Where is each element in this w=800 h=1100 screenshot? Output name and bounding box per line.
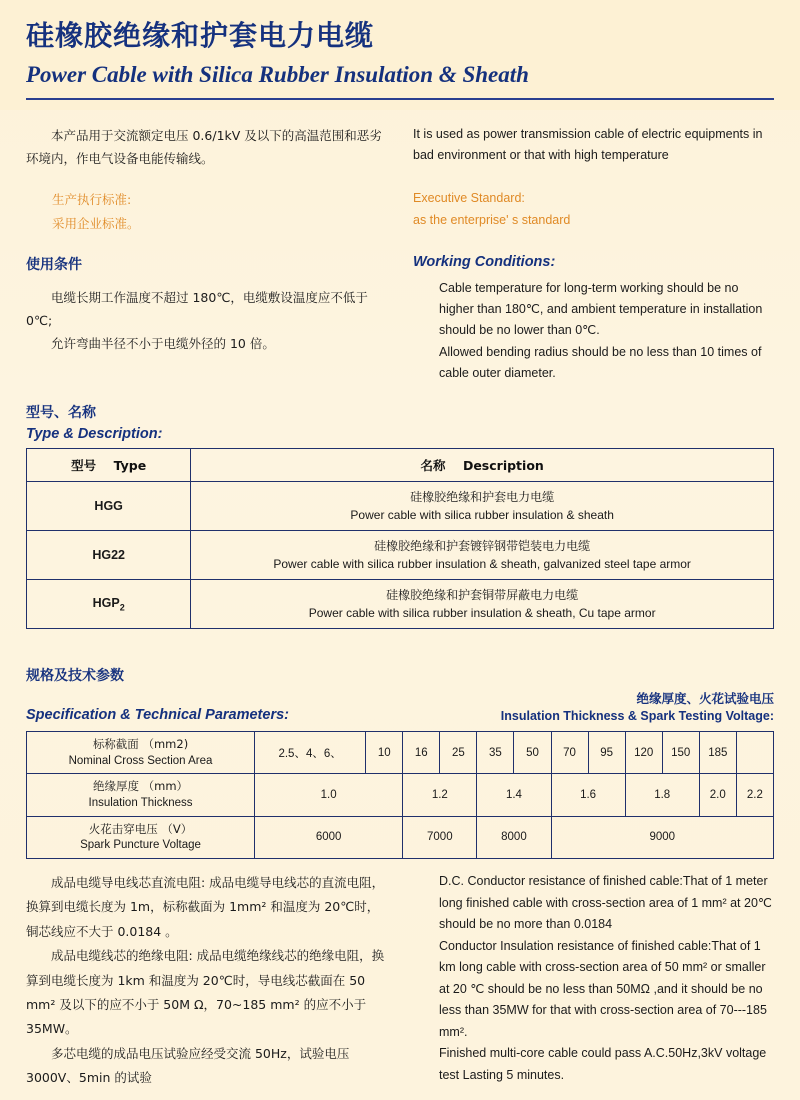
working-title-cn: 使用条件 — [26, 256, 82, 273]
spec-cell: 1.6 — [551, 774, 625, 816]
intro-text-en: It is used as power transmission cable of electric equipments in bad environment or that with high temperature — [413, 127, 763, 163]
spec-cell: 16 — [403, 732, 440, 774]
spec-row-label — [27, 732, 255, 774]
notes-col-cn — [26, 871, 387, 1090]
type-cell — [27, 482, 191, 531]
note-cn: 成品电缆线芯的绝缘电阻: 成品电缆绝缘线芯的绝缘电阻，换算到电缆长度为 1km 和温度为 20℃时，导电线芯截面在 50 mm² 及以下的应不小于 50M Ω，70~185 mm² 的应不小于 35MW。 — [26, 948, 385, 1037]
type-column-header-cn: 型号 — [71, 458, 97, 473]
spec-subtitle-cn: 绝缘厚度、火花试验电压 — [636, 691, 774, 706]
spec-cell: 9000 — [551, 816, 774, 858]
spec-row-label-en: Insulation Thickness — [88, 797, 193, 810]
spec-title-row — [26, 689, 774, 723]
spec-row-label — [27, 816, 255, 858]
table-row — [27, 482, 774, 531]
spec-table — [26, 731, 774, 859]
desc-cn: 硅橡胶绝缘和护套电力电缆 — [410, 490, 555, 504]
intro-col-cn — [26, 124, 387, 170]
type-title-cn: 型号、名称 — [26, 405, 96, 421]
spec-cell: 1.8 — [625, 774, 699, 816]
intro-text-cn: 本产品用于交流额定电压 0.6/1kV 及以下的高温范围和恶劣环境内，作电气设备电能传输线。 — [26, 128, 382, 167]
standard-col-cn — [26, 188, 387, 236]
note-cn: 多芯电缆的成品电压试验应经受交流 50Hz，试验电压 3000V、5min 的试验 — [26, 1045, 350, 1086]
working-title-en: Working Conditions: — [413, 253, 556, 270]
spec-cell: 50 — [514, 732, 551, 774]
desc-cell — [191, 482, 774, 531]
spec-cell: 1.2 — [403, 774, 477, 816]
spec-table-row — [27, 732, 774, 774]
spec-subtitle — [501, 689, 774, 723]
spec-cell: 25 — [440, 732, 477, 774]
type-value: HG22 — [92, 548, 125, 562]
type-cell — [27, 580, 191, 629]
type-cell — [27, 531, 191, 580]
spec-cell: 10 — [366, 732, 403, 774]
desc-column-header — [191, 449, 774, 482]
intro-section — [26, 124, 774, 170]
working-text-cn-1: 电缆长期工作温度不超过 180℃，电缆敷设温度应不低于 0℃; — [26, 289, 368, 328]
spec-cell: 2.0 — [699, 774, 736, 816]
desc-cn: 硅橡胶绝缘和护套镀锌钢带铠装电力电缆 — [374, 539, 591, 553]
spec-cell: 150 — [662, 732, 699, 774]
desc-cell — [191, 580, 774, 629]
desc-en: Power cable with silica rubber insulation & sheath — [350, 508, 614, 522]
working-col-en — [413, 254, 774, 384]
type-title-en: Type & Description: — [26, 426, 163, 442]
spec-cell: 95 — [588, 732, 625, 774]
note-en: Finished multi-core cable could pass A.C.50Hz,3kV voltage test Lasting 5 minutes. — [439, 1046, 767, 1082]
spec-row-label — [27, 774, 255, 816]
spec-cell: 1.4 — [477, 774, 551, 816]
table-row — [27, 531, 774, 580]
spec-row-label-cn: 火花击穿电压 （V） — [88, 821, 193, 836]
spec-row-label-cn: 标称截面 （mm2) — [92, 737, 189, 751]
page-title-en: Power Cable with Silica Rubber Insulation & Sheath — [26, 62, 529, 87]
desc-en: Power cable with silica rubber insulation & sheath, galvanized steel tape armor — [273, 557, 691, 571]
type-column-header — [27, 449, 191, 482]
type-column-header-en: Type — [113, 458, 147, 473]
header-divider — [26, 98, 774, 100]
standard-section — [26, 188, 774, 236]
spec-row-label-en: Nominal Cross Section Area — [68, 754, 213, 767]
standard-col-en — [413, 188, 774, 236]
note-cn: 成品电缆导电线芯直流电阻: 成品电缆导电线芯的直流电阻，换算到电缆长度为 1m，标称截面为 1mm² 和温度为 20℃时，铜芯线应不大于 0.0184 。 — [26, 875, 385, 939]
spec-row-label-cn: 绝缘厚度 （mm） — [92, 779, 189, 794]
spec-cell: 185 — [699, 732, 736, 774]
type-section — [26, 402, 774, 629]
type-value-subscript: 2 — [119, 602, 125, 613]
type-table — [26, 448, 774, 629]
intro-col-en — [413, 124, 774, 170]
spec-cell: 2.5、4、6、 — [255, 732, 366, 774]
spec-cell: 6000 — [255, 816, 403, 858]
spec-table-row — [27, 774, 774, 816]
type-value: HGP — [92, 595, 120, 610]
working-text-en-1: Cable temperature for long-term working should be no higher than 180℃, and ambient temperature in installation should be no lower than 0℃. — [439, 280, 763, 338]
spec-cell: 2.2 — [736, 774, 773, 816]
standard-label-cn: 生产执行标准: — [52, 192, 132, 208]
spec-cell: 120 — [625, 732, 662, 774]
desc-cell — [191, 531, 774, 580]
working-col-cn — [26, 254, 387, 384]
spec-section — [26, 665, 774, 859]
standard-value-en: as the enterprise' s standard — [413, 212, 571, 227]
spec-cell: 8000 — [477, 816, 551, 858]
spec-table-row — [27, 816, 774, 858]
spec-cell: 1.0 — [255, 774, 403, 816]
note-en: D.C. Conductor resistance of finished cable:That of 1 meter long finished cable with cross-section area of 1 mm² at 20℃ should be no more than 0.0184 — [439, 874, 772, 932]
standard-label-en: Executive Standard: — [413, 191, 525, 206]
working-text-cn-2: 允许弯曲半径不小于电缆外径的 10 倍。 — [51, 336, 275, 351]
type-value: HGG — [94, 499, 123, 513]
spec-subtitle-en: Insulation Thickness & Spark Testing Voltage: — [500, 709, 774, 723]
desc-column-header-cn: 名称 — [420, 458, 446, 473]
spec-cell: 35 — [477, 732, 514, 774]
desc-en: Power cable with silica rubber insulation & sheath, Cu tape armor — [308, 606, 656, 620]
desc-column-header-en: Description — [462, 458, 544, 473]
notes-col-en — [413, 871, 774, 1090]
spec-title-cn: 规格及技术参数 — [26, 668, 124, 684]
working-text-en-2: Allowed bending radius should be no less than 10 times of cable outer diameter. — [439, 344, 762, 380]
spec-title-en: Specification & Technical Parameters: — [26, 707, 289, 723]
notes-section — [26, 871, 774, 1090]
note-en: Conductor Insulation resistance of finished cable:That of 1 km long cable with cross-section area of 50 mm² or smaller at 20 ℃ should be no less than 50MΩ ,and it should be no less than 35MW for that with cross-section area of 70---185 mm². — [439, 938, 767, 1039]
document-body — [0, 110, 800, 1100]
table-header-row — [27, 449, 774, 482]
page-title-cn: 硅橡胶绝缘和护套电力电缆 — [26, 19, 375, 52]
spec-cell: 70 — [551, 732, 588, 774]
spec-cell: 7000 — [403, 816, 477, 858]
document-header — [0, 0, 800, 110]
table-row — [27, 580, 774, 629]
standard-value-cn: 采用企业标准。 — [52, 216, 140, 231]
desc-cn: 硅橡胶绝缘和护套铜带屏蔽电力电缆 — [386, 588, 579, 602]
working-conditions-section — [26, 254, 774, 384]
spec-row-label-en: Spark Puncture Voltage — [80, 839, 201, 852]
